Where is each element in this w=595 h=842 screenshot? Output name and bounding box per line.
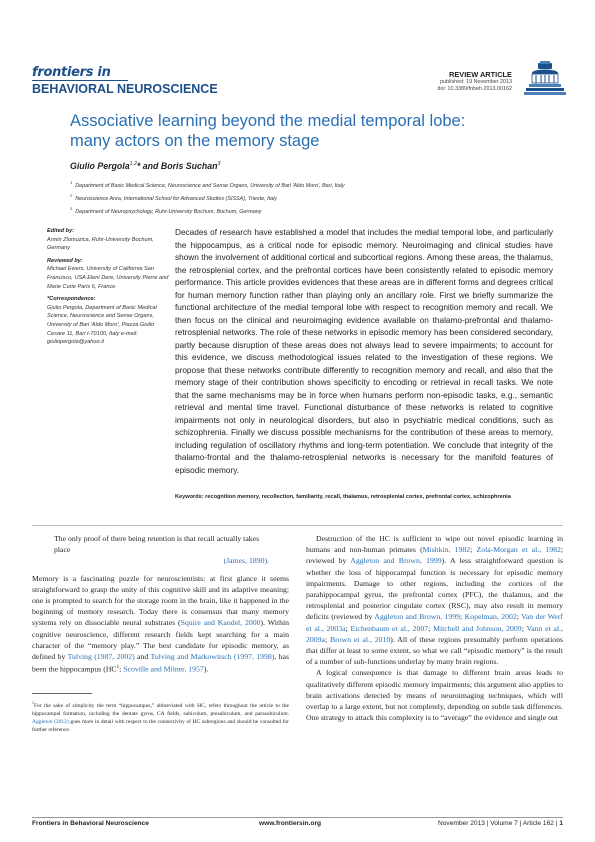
author-2-affil: 3 <box>217 161 221 168</box>
footer-issue <box>438 820 563 827</box>
text-run: ). Within cognitive neuroscience, different research fields kept searching for a main character of the “memory play.” The best candidate for episodic memory, as defined by <box>32 618 289 662</box>
text-run: ; <box>324 634 330 644</box>
reviewed-by: Michael Ewers, University of California San Francisco, USA Eleni Dere, University Pierre and Marie Curie Paris 6, France <box>47 266 169 290</box>
authors <box>70 161 220 171</box>
author-2: Boris Suchan <box>160 161 218 171</box>
citation-link[interactable]: Kopelman, 2002 <box>464 612 517 622</box>
body-column-left <box>32 533 289 734</box>
text-run: ). A less straightforward question is whether the loss of hippocampal function is necessary for episodic memory impairments. Damage to other regions, including the cortices of the parahippocampal gyrus, the prefrontal cortex (PFC), the thalamus, and the retrosplenial and posterior cingulate cortex (RSC), may also result in memory deficits (reviewed by <box>306 556 563 622</box>
editorial-sidebar <box>47 227 169 347</box>
citation-link[interactable]: Aggleton (2012) <box>32 718 69 725</box>
edited-by: Armin Zlomuzica, Ruhr-University Bochum, Germany <box>47 236 154 252</box>
journal-logo <box>32 66 218 96</box>
title-line-1: Associative learning beyond the medial temporal lobe: <box>70 112 466 130</box>
paragraph <box>306 533 563 667</box>
affiliation-text: Neuroscience Area, International School for Advanced Studies (SISSA), Trieste, Italy <box>75 195 277 202</box>
affiliation-item <box>70 178 540 191</box>
published-date: published: 19 November 2013 <box>440 79 512 85</box>
text-run: Destruction of the HC is sufficient to wipe out novel episodic learning in humans and non-human primates ( <box>306 534 563 555</box>
footnote-rule <box>32 693 92 694</box>
logo-rule <box>32 80 128 81</box>
author-and: and <box>142 161 159 171</box>
text-run: ; <box>521 623 527 633</box>
text-run: ; reviewed by <box>306 545 563 566</box>
citation-link[interactable]: Scoville and Milner, 1957 <box>123 664 204 674</box>
article-type: REVIEW ARTICLE <box>449 70 512 79</box>
text-run: ; <box>460 612 465 622</box>
citation-link[interactable]: Aggleton and Brown, 1999 <box>374 612 461 622</box>
keywords <box>175 493 553 502</box>
keywords-label: Keywords: <box>175 494 204 500</box>
footnote-ref[interactable]: 1 <box>116 665 120 671</box>
text-run: , has been the hippocampus (HC <box>32 652 289 674</box>
affiliation-num: 2 <box>70 192 73 198</box>
paragraph <box>32 573 289 675</box>
edited-by-label: Edited by: <box>47 228 75 234</box>
footer-issue-text: November 2013 | Volume 7 | Article 162 | <box>437 820 558 827</box>
text-run: ). All of these regions presumably perform operations that differ at least to some extent, so what we call “episodic memory” is the result of a number of sub-functions underlay by many brain regions. <box>306 634 563 667</box>
logo-frontiers-text: frontiers in <box>32 65 111 80</box>
text-run: ). <box>203 664 209 674</box>
correspondence-label: *Correspondence: <box>47 296 96 303</box>
body-column-right <box>306 533 563 723</box>
text-run: ; <box>119 664 124 674</box>
footer-url[interactable]: www.frontiersin.org <box>259 820 322 827</box>
epigraph: The only proof of there being retention is that recall actually takes place <box>54 534 260 555</box>
citation-link[interactable]: Squire and Kandel, 2000 <box>180 618 261 628</box>
text-run: ; <box>470 545 477 555</box>
correspondence: Giulio Pergola, Department of Basic Medical Science, Neuroscience and Sense Organs, University of Bari 'Aldo Moro', Piazza Giulio Cesare 11, Bari I-70100, Italy e-mail: giuliopergola@yahoo.it <box>47 304 157 346</box>
affiliation-item <box>70 191 540 204</box>
keywords-text: recognition memory, recollection, familiarity, recall, thalamus, retrosplenial cortex, prefrontal cortex, schizophrenia <box>205 494 511 500</box>
affiliation-num: 3 <box>70 205 73 211</box>
text-run: and <box>134 652 151 662</box>
epigraph-citation[interactable]: (James, 1890). <box>223 556 269 566</box>
text-run: For the sake of simplicity the term “hippocampus,” abbreviated with HC, refers throughout the article to the hippocampal formation, including the dentate gyrus, CA fields, subiculum, presubiculum, and parasubiculum. <box>32 702 289 717</box>
citation-link[interactable]: Vann et al., 2009a <box>306 623 564 644</box>
citation-link[interactable]: Tulving and Markowitsch (1997, 1998) <box>150 652 275 662</box>
affiliation-num: 1 <box>70 180 73 185</box>
text-run: ; <box>345 623 351 633</box>
article-meta <box>437 70 512 93</box>
text-run: Memory is a fascinating puzzle for neuroscientists: at first glance it seems straightforward to grasp the unity of this cognitive skill and its adaptive meaning; one is prompted to search for the storage room in the brain, like it happened in the beginning of memory research. Today there is consensus that many memory systems rely on dissociable neural substrates ( <box>32 573 289 628</box>
citation-link[interactable]: Tulving (1987, 2002) <box>67 652 135 662</box>
affiliation-item <box>70 204 540 217</box>
doi: doi: 10.3389/fnbeh.2013.00162 <box>437 86 512 92</box>
epigraph-source <box>32 555 269 566</box>
author-1-affil: 1,2 <box>129 161 137 168</box>
affiliation-text: Department of Basic Medical Science, Neuroscience and Sense Organs, University of Bari 'Aldo Moro', Bari, Italy <box>75 182 345 189</box>
footer-journal: Frontiers in Behavioral Neuroscience <box>32 820 149 827</box>
journal-mark-icon <box>523 59 567 97</box>
citation-link[interactable]: Mishkin, 1982 <box>422 545 471 555</box>
citation-link[interactable]: Zola-Morgan et al., 1982 <box>476 545 561 555</box>
footnote-num: 1 <box>32 700 34 706</box>
citation-link[interactable]: Brown et al., 2010 <box>329 634 391 644</box>
text-run: ; <box>516 612 522 622</box>
citation-link[interactable]: Mitchell and Johnson, 2009 <box>433 623 522 633</box>
paragraph: A logical consequence is that damage to different brain areas leads to qualitatively different episodic memory impairments; this argument also applies to brain activations detected by means of neuroimaging techniques, which will overlap to a large extent, but not completely, depending on subtle task differences. One strategy to attack this complexity is to “average” the evidence and single out <box>306 668 563 723</box>
page-number: 1 <box>559 820 563 827</box>
citation-link[interactable]: Eichenbaum et al., 2007 <box>350 623 429 633</box>
footnote <box>32 699 289 734</box>
logo-journal-name: BEHAVIORAL NEUROSCIENCE <box>32 82 218 96</box>
abstract: Decades of research have established a model that includes the medial temporal lobe, and particularly the hippocampus, as a critical node for episodic memory. Neuroimaging and clinical studies have shown the involvement of additional cortical and subcortical regions. Among these areas, the thalamus, the retrosplenial cortex, and the prefrontal cortices have been consistently related to episodic memory performance. This article provides evidences that these areas are in different forms and degrees critical for human memory function rather than playing only an ancillary role. First we briefly summarize the functional architecture of the medial temporal lobe with respect to recognition memory and recall. We then focus on the clinical and neuroimaging evidence available on thalamo-prefrontal and thalamo-retrosplenial networks. The role of these networks in episodic memory has been considered secondary, partly because disruption of these areas does not always lead to severe impairments; to account for this evidence, we discuss methodological issues related to the investigation of these regions. We propose that these networks contribute differently to recognition memory and recall, and also that the memory stage of their contribution shows specificity to encoding or retrieval in recall tasks. We note that the same mechanisms may be in force when humans perform non-episodic tasks, e.g., semantic retrieval and mental time travel. Functional disturbance of these networks is related to cognitive impairments not only in neurological disorders, but also in psychiatric medical conditions, such as schizophrenia. Finally we discuss possible mechanisms for the contribution of these areas to memory, including regulation of oscillatory rhythms and long-term potentiation. We conclude that integrity of the thalamo-frontal and the thalamo-retrosplenial networks is necessary for the manifold features of episodic memory. <box>175 228 553 475</box>
corresponding-mark: * <box>136 161 141 171</box>
citation-link[interactable]: Van der Werf et al., 2003a <box>306 612 564 633</box>
text-run: ; <box>428 623 434 633</box>
reviewed-by-label: Reviewed by: <box>47 257 83 264</box>
citation-link[interactable]: Aggleton and Brown, 1999 <box>350 556 442 566</box>
affiliation-text: Department of Neuropsychology, Ruhr-University Bochum, Bochum, Germany <box>75 208 262 215</box>
text-run: goes more in detail with respect to the connectivity of HC subregions and should be consulted for further reference. <box>32 718 289 733</box>
author-1: Giulio Pergola <box>70 161 130 171</box>
title-line-2: many actors on the memory stage <box>70 132 320 150</box>
section-divider <box>32 525 563 526</box>
affiliations <box>70 178 540 216</box>
article-title <box>70 111 550 151</box>
footer-rule <box>32 817 563 818</box>
